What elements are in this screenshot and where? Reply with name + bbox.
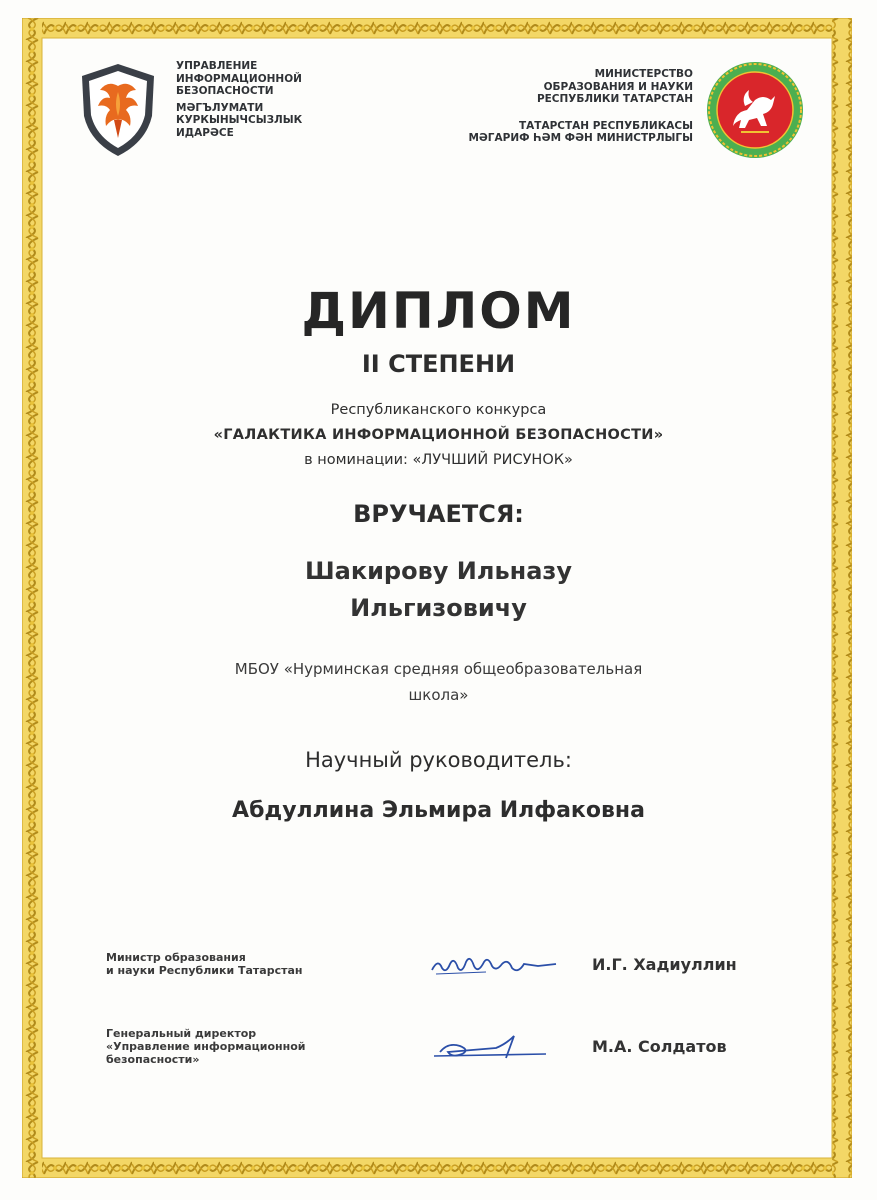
signer-role-line-2: и науки Республики Татарстан <box>106 964 303 977</box>
handwritten-signature <box>426 1026 576 1066</box>
left-org-name-tt: МӘГЪЛУМАТИ КУРКЫНЫЧСЫЗЛЫК ИДАРӘСЕ <box>176 101 303 139</box>
header-left-org <box>76 60 326 160</box>
handwritten-signature <box>426 944 576 984</box>
nomination: в номинации: «ЛУЧШИЙ РИСУНОК» <box>304 452 573 468</box>
diploma-title: ДИПЛОМ <box>301 282 576 340</box>
contest-block <box>0 398 877 473</box>
signer-role-line-1: Министр образования <box>106 951 246 964</box>
diploma-degree: II СТЕПЕНИ <box>361 350 516 378</box>
right-org-name-tt: ТАТАРСТАН РЕСПУБЛИКАСЫ МӘГАРИФ ҺӘМ ФӘН МИНИСТРЛЫГЫ <box>468 119 693 144</box>
signer-role <box>106 951 406 977</box>
supervisor-label: Научный руководитель: <box>305 748 572 772</box>
left-org-name-ru: УПРАВЛЕНИЕ ИНФОРМАЦИОННОЙ БЕЗОПАСНОСТИ <box>176 60 302 97</box>
right-org-name-ru: МИНИСТЕРСТВО ОБРАЗОВАНИЯ И НАУКИ РЕСПУБЛИКИ ТАТАРСТАН <box>536 68 693 105</box>
school-line-2: школа» <box>408 686 469 704</box>
signer-name: М.А. Солдатов <box>592 1036 727 1056</box>
awarded-label: ВРУЧАЕТСЯ: <box>353 500 524 528</box>
right-org-name <box>463 68 693 145</box>
signer-name: И.Г. Хадиуллин <box>592 954 737 974</box>
contest-name: «ГАЛАКТИКА ИНФОРМАЦИОННОЙ БЕЗОПАСНОСТИ» <box>213 427 664 443</box>
school-line-1: МБОУ «Нурминская средняя общеобразовательная <box>234 660 643 678</box>
signature-row-director <box>106 1026 756 1066</box>
phoenix-shield-icon <box>76 60 160 160</box>
recipient-line-1: Шакирову Ильназу <box>304 557 572 585</box>
recipient-name <box>0 553 877 627</box>
header-right-org <box>463 60 805 160</box>
tatarstan-emblem-icon <box>705 60 805 160</box>
school-name <box>0 656 877 708</box>
signer-role-line-1: Генеральный директор <box>106 1026 257 1040</box>
signer-role-line-2: «Управление информационной <box>106 1039 306 1053</box>
signer-role-line-3: безопасности» <box>106 1052 200 1066</box>
signature-row-minister <box>106 944 756 984</box>
contest-line: Республиканского конкурса <box>330 402 547 418</box>
supervisor-name: Абдуллина Эльмира Илфаковна <box>232 798 645 823</box>
left-org-name <box>176 60 326 139</box>
signer-role <box>106 1027 406 1066</box>
recipient-line-2: Ильгизовичу <box>350 594 527 622</box>
